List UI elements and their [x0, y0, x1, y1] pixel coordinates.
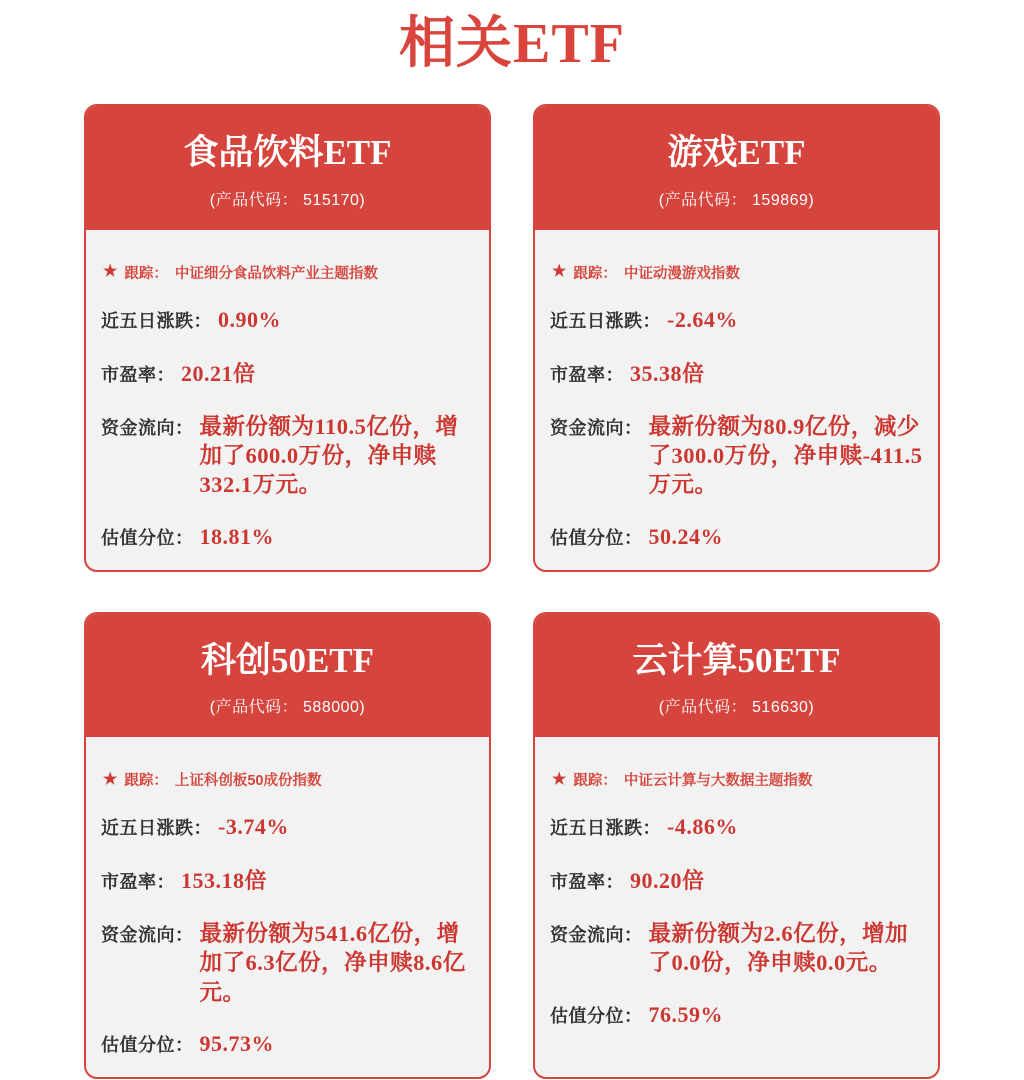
fund-flow-row	[550, 412, 923, 500]
etf-product-code: (产品代码： 516630)	[658, 699, 815, 717]
tracking-row	[550, 769, 923, 790]
five-day-change-row	[550, 814, 923, 840]
valuation-percentile-row	[550, 524, 923, 550]
etf-card-food-beverage	[84, 104, 491, 571]
five-day-change-label: 近五日涨跌：	[101, 818, 212, 839]
etf-card-game	[533, 104, 940, 571]
star-icon: ★	[552, 263, 567, 281]
tracking-row	[550, 262, 923, 283]
card-header	[86, 614, 489, 738]
pe-ratio-value: 20.21倍	[181, 360, 256, 386]
fund-flow-value: 最新份额为80.9亿份，减少了300.0万份，净申赎-411.5万元。	[648, 413, 923, 498]
fund-flow-row	[550, 919, 923, 978]
pe-ratio-row	[550, 357, 923, 388]
pe-ratio-row	[101, 864, 474, 895]
five-day-change-row	[101, 814, 474, 840]
etf-product-code: (产品代码： 515170)	[209, 191, 366, 209]
five-day-change-label: 近五日涨跌：	[101, 310, 212, 331]
star-icon: ★	[103, 263, 118, 281]
valuation-percentile-value: 95.73%	[199, 1030, 274, 1056]
five-day-change-row	[550, 307, 923, 333]
fund-flow-value: 最新份额为110.5亿份，增加了600.0万份，净申赎332.1万元。	[199, 413, 459, 498]
etf-title: 游戏ETF	[667, 133, 806, 173]
card-header	[535, 614, 938, 738]
star-icon: ★	[103, 770, 118, 788]
card-body	[86, 737, 489, 1077]
tracking-label: 跟踪：	[124, 773, 168, 790]
fund-flow-label: 资金流向：	[550, 925, 643, 946]
valuation-percentile-value: 50.24%	[648, 523, 723, 549]
tracking-index: 中证动漫游戏指数	[623, 265, 740, 282]
valuation-percentile-value: 18.81%	[199, 523, 274, 549]
etf-title: 食品饮料ETF	[183, 133, 392, 173]
etf-card-cloud50	[533, 612, 940, 1079]
pe-ratio-label: 市盈率：	[101, 364, 175, 385]
pe-ratio-value: 90.20倍	[630, 868, 705, 894]
card-body	[535, 230, 938, 570]
etf-product-code: (产品代码： 159869)	[658, 191, 815, 209]
valuation-percentile-label: 估值分位：	[101, 527, 194, 548]
page-title: 相关ETF	[399, 13, 625, 75]
etf-product-code: (产品代码： 588000)	[209, 699, 366, 717]
fund-flow-row	[101, 919, 474, 1007]
valuation-percentile-label: 估值分位：	[550, 1005, 643, 1026]
fund-flow-value: 最新份额为541.6亿份，增加了6.3亿份，净申赎8.6亿元。	[199, 921, 466, 1005]
fund-flow-label: 资金流向：	[101, 925, 194, 946]
five-day-change-label: 近五日涨跌：	[550, 818, 661, 839]
pe-ratio-row	[101, 357, 474, 388]
fund-flow-label: 资金流向：	[101, 417, 194, 438]
valuation-percentile-label: 估值分位：	[101, 1034, 194, 1055]
pe-ratio-label: 市盈率：	[550, 872, 624, 893]
five-day-change-row	[101, 307, 474, 333]
card-body	[535, 737, 938, 1077]
valuation-percentile-value: 76.59%	[648, 1001, 723, 1027]
etf-title: 云计算50ETF	[632, 640, 841, 680]
tracking-label: 跟踪：	[573, 265, 617, 282]
pe-ratio-value: 153.18倍	[181, 868, 268, 894]
pe-ratio-row	[550, 864, 923, 895]
etf-title: 科创50ETF	[200, 640, 375, 680]
etf-card-star50	[84, 612, 491, 1079]
card-body	[86, 230, 489, 570]
tracking-label: 跟踪：	[573, 773, 617, 790]
tracking-index: 中证细分食品饮料产业主题指数	[174, 265, 378, 282]
tracking-row	[101, 262, 474, 283]
tracking-index: 中证云计算与大数据主题指数	[623, 773, 813, 790]
star-icon: ★	[552, 770, 567, 788]
pe-ratio-label: 市盈率：	[101, 872, 175, 893]
tracking-row	[101, 769, 474, 790]
five-day-change-value: -2.64%	[667, 306, 738, 332]
pe-ratio-label: 市盈率：	[550, 364, 624, 385]
pe-ratio-value: 35.38倍	[630, 360, 705, 386]
valuation-percentile-row	[101, 524, 474, 550]
tracking-index: 上证科创板50成份指数	[174, 773, 322, 790]
five-day-change-value: -4.86%	[667, 814, 738, 840]
card-header	[86, 106, 489, 230]
fund-flow-label: 资金流向：	[550, 417, 643, 438]
five-day-change-value: -3.74%	[218, 814, 289, 840]
tracking-label: 跟踪：	[124, 265, 168, 282]
five-day-change-label: 近五日涨跌：	[550, 310, 661, 331]
card-header	[535, 106, 938, 230]
fund-flow-value: 最新份额为2.6亿份，增加了0.0份，净申赎0.0元。	[648, 921, 909, 976]
valuation-percentile-row	[101, 1031, 474, 1057]
valuation-percentile-label: 估值分位：	[550, 527, 643, 548]
five-day-change-value: 0.90%	[218, 306, 281, 332]
cards-grid	[84, 104, 940, 1079]
fund-flow-row	[101, 412, 474, 500]
valuation-percentile-row	[550, 1002, 923, 1028]
